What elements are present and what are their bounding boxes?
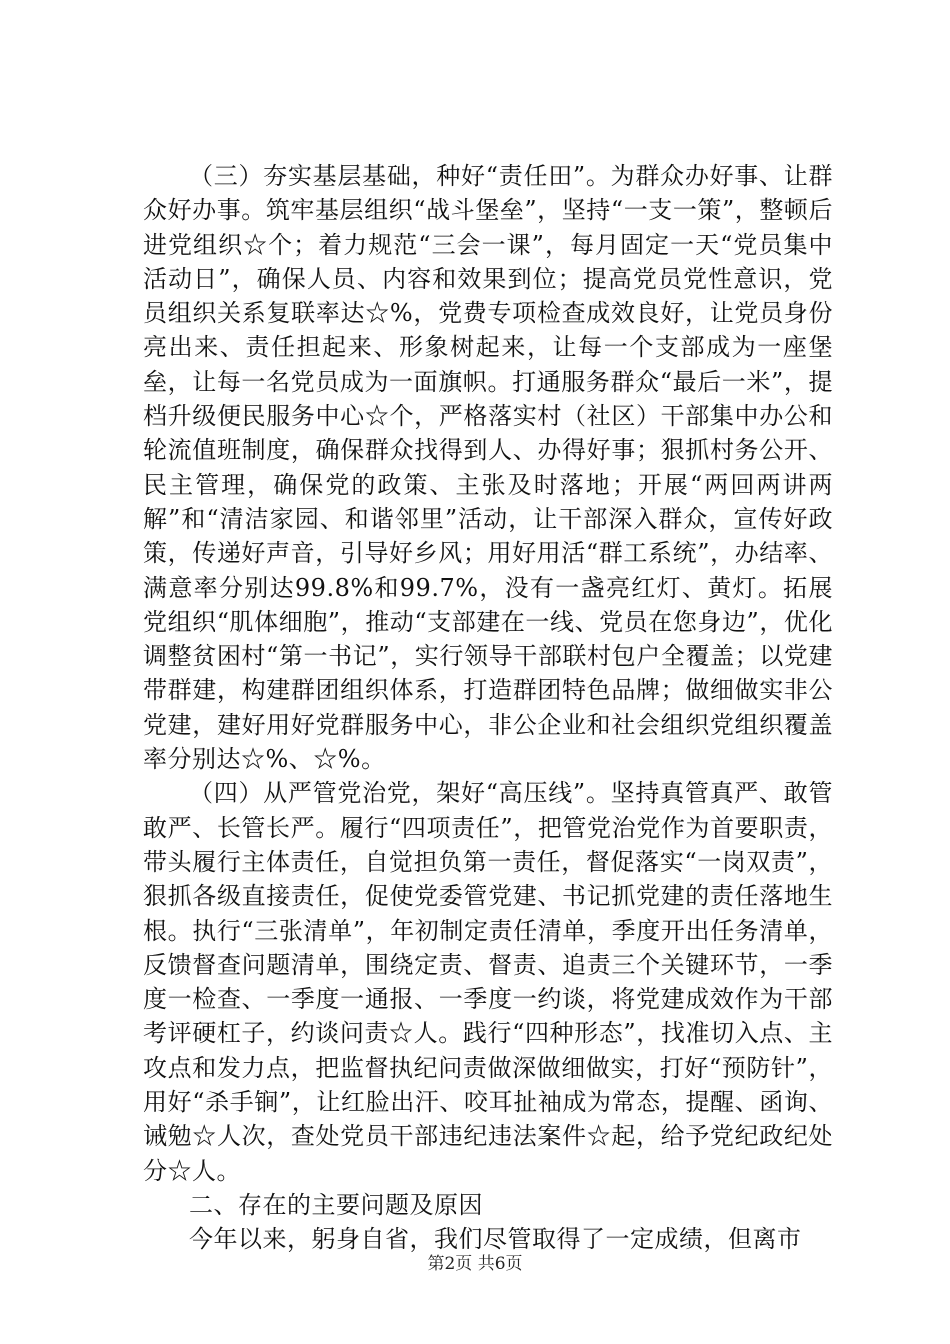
paragraph-section-4: （四）从严管党治党，架好“高压线”。坚持真管真严、敢管敢严、长管长严。履行“四项责任”，把管党治党作为首要职责，带头履行主体责任，自觉担负第一责任，督促落实“一岗双责”，狠抓各级直接责任，促使党委管党建、书记抓党建的责任落地生根。执行“三张清单”，年初制定责任清单，季度开出任务清单，反馈督查问题清单，围绕定责、督责、追责三个关键环节，一季度一检查、一季度一通报、一季度一约谈，将党建成效作为干部考评硬杠子，约谈问责☆人。践行“四种形态”，找准切入点、主攻点和发力点，把监督执纪问责做深做细做实，打好“预防针”，用好“杀手锏”，让红脸出汗、咬耳扯袖成为常态，提醒、函询、诫勉☆人次，查处党员干部违纪违法案件☆起，给予党纪政纪处分☆人。 — [143, 779, 833, 1185]
document-body — [143, 159, 833, 1257]
section-heading: 二、存在的主要问题及原因 — [189, 1190, 483, 1219]
page-number-footer: 第2页 共6页 — [427, 1254, 523, 1274]
paragraph-problems-intro: 今年以来，躬身自省，我们尽管取得了一定成绩，但离市 — [189, 1225, 802, 1254]
paragraph-section-3: （三）夯实基层基础，种好“责任田”。为群众办好事、让群众好办事。筑牢基层组织“战斗堡垒”，坚持“一支一策”，整顿后进党组织☆个；着力规范“三会一课”，每月固定一天“党员集中活动日”，确保人员、内容和效果到位；提高党员党性意识，党员组织关系复联率达☆%，党费专项检查成效良好，让党员身份亮出来、责任担起来、形象树起来，让每一个支部成为一座堡垒，让每一名党员成为一面旗帜。打通服务群众“最后一米”，提档升级便民服务中心☆个，严格落实村（社区）干部集中办公和轮流值班制度，确保群众找得到人、办得好事；狠抓村务公开、民主管理，确保党的政策、主张及时落地；开展“两回两讲两解”和“清洁家园、和谐邻里”活动，让干部深入群众，宣传好政策，传递好声音，引导好乡风；用好用活“群工系统”，办结率、满意率分别达99.8%和99.7%，没有一盏亮红灯、黄灯。拓展党组织“肌体细胞”，推动“支部建在一线、党员在您身边”，优化调整贫困村“第一书记”，实行领导干部联村包户全覆盖；以党建带群建，构建群团组织体系，打造群团特色品牌；做细做实非公党建，建好用好党群服务中心，非公企业和社会组织党组织覆盖率分别达☆%、☆%。 — [143, 162, 833, 774]
